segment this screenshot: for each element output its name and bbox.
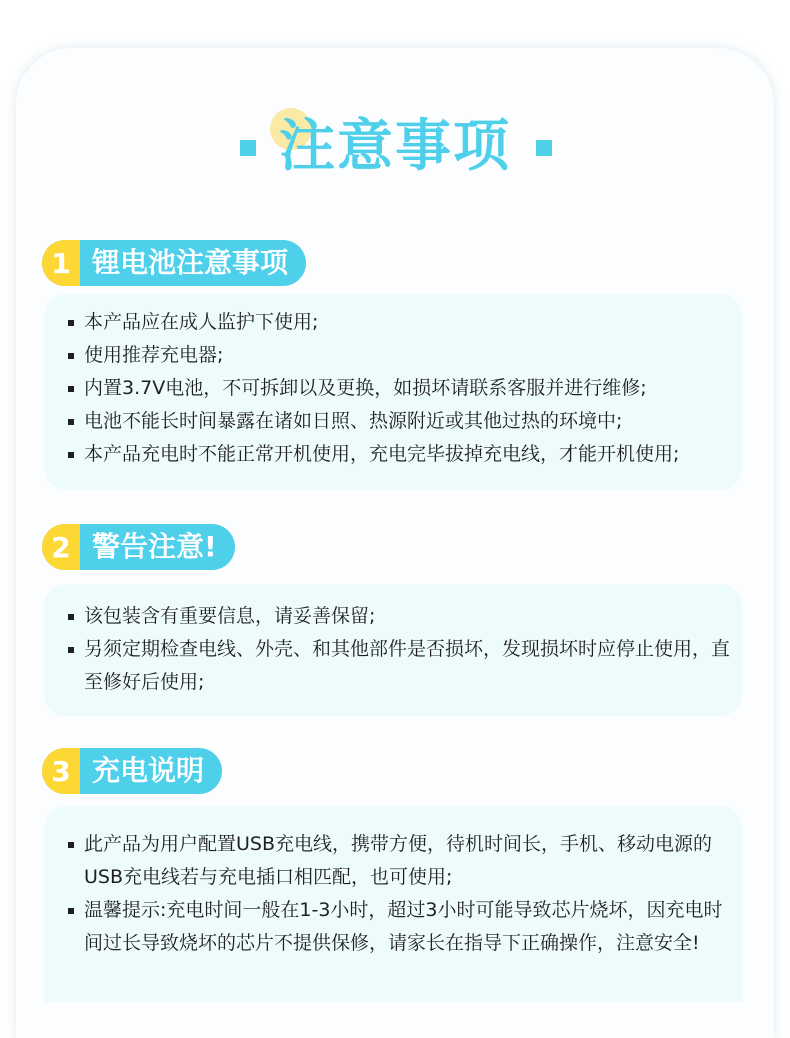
- list-item: 使用推荐充电器;: [68, 339, 734, 372]
- section-panel-lithium-battery: [44, 294, 742, 490]
- notice-list: [68, 828, 734, 960]
- notice-list: [68, 306, 734, 471]
- list-item: 温馨提示:充电时间一般在1-3小时，超过3小时可能导致芯片烧坏，因充电时间过长导致烧坏的芯片不提供保修，请家长在指导下正确操作，注意安全!: [68, 894, 734, 960]
- section-header-lithium-battery: [42, 240, 306, 286]
- section-panel-warning: [44, 584, 742, 716]
- section-number-badge: 3: [42, 748, 80, 794]
- list-item: 内置3.7V电池，不可拆卸以及更换，如损坏请联系客服并进行维修;: [68, 372, 734, 405]
- section-title: 警告注意!: [92, 530, 217, 563]
- list-item: 该包装含有重要信息，请妥善保留;: [68, 600, 734, 633]
- list-item: 本产品应在成人监护下使用;: [68, 306, 734, 339]
- section-panel-charging: [44, 806, 742, 1002]
- page-title: 注意事项: [279, 114, 511, 179]
- list-item: 本产品充电时不能正常开机使用，充电完毕拔掉充电线，才能开机使用;: [68, 438, 734, 471]
- section-title: 锂电池注意事项: [92, 246, 289, 279]
- section-header-charging: [42, 748, 222, 794]
- section-number-badge: 2: [42, 524, 80, 570]
- page-header: [0, 96, 790, 186]
- list-item: 电池不能长时间暴露在诸如日照、热源附近或其他过热的环境中;: [68, 405, 734, 438]
- notice-list: [68, 600, 734, 699]
- list-item: 另须定期检查电线、外壳、和其他部件是否损坏，发现损坏时应停止使用，直至修好后使用;: [68, 633, 734, 699]
- section-number-badge: 1: [42, 240, 80, 286]
- list-item: 此产品为用户配置USB充电线，携带方便，待机时间长，手机、移动电源的USB充电线若与充电插口相匹配，也可使用;: [68, 828, 734, 894]
- section-header-warning: [42, 524, 235, 570]
- section-title: 充电说明: [92, 754, 205, 787]
